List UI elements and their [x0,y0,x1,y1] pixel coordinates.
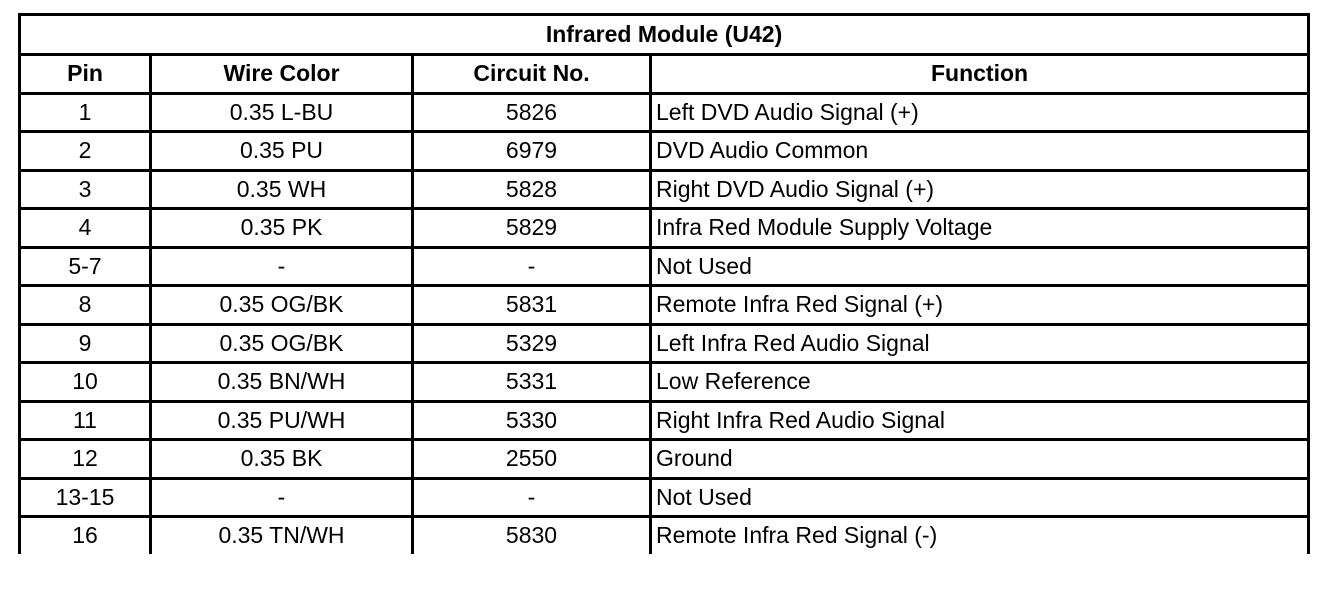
table-row [20,93,1309,132]
wire-color-cell: 0.35 PU/WH [151,401,413,440]
header-pin: Pin [20,55,151,94]
pin-cell: 1 [20,93,151,132]
wire-color-cell: 0.35 BN/WH [151,363,413,402]
table-row [20,247,1309,286]
table-row [20,478,1309,517]
function-cell: Remote Infra Red Signal (-) [651,517,1309,554]
circuit-no-cell: 2550 [413,440,651,479]
wire-color-cell: 0.35 TN/WH [151,517,413,554]
circuit-no-cell: 5829 [413,209,651,248]
wire-color-cell: 0.35 BK [151,440,413,479]
header-function: Function [651,55,1309,94]
pin-cell: 2 [20,132,151,171]
circuit-no-cell: - [413,478,651,517]
table-row [20,401,1309,440]
function-cell: Not Used [651,247,1309,286]
function-cell: Left Infra Red Audio Signal [651,324,1309,363]
circuit-no-cell: 5330 [413,401,651,440]
pin-cell: 12 [20,440,151,479]
wire-color-cell: 0.35 L-BU [151,93,413,132]
function-cell: Low Reference [651,363,1309,402]
pinout-table [18,13,1310,554]
circuit-no-cell: 5830 [413,517,651,554]
function-cell: Right DVD Audio Signal (+) [651,170,1309,209]
table-body [20,93,1309,554]
pin-cell: 3 [20,170,151,209]
table-row [20,517,1309,554]
pin-cell: 10 [20,363,151,402]
circuit-no-cell: 5826 [413,93,651,132]
function-cell: DVD Audio Common [651,132,1309,171]
title-row [20,15,1309,55]
pin-cell: 4 [20,209,151,248]
table-row [20,132,1309,171]
pin-cell: 5-7 [20,247,151,286]
wire-color-cell: - [151,478,413,517]
wire-color-cell: 0.35 PK [151,209,413,248]
wire-color-cell: 0.35 OG/BK [151,324,413,363]
circuit-no-cell: - [413,247,651,286]
function-cell: Ground [651,440,1309,479]
table-title: Infrared Module (U42) [20,15,1309,55]
pin-cell: 16 [20,517,151,554]
wire-color-cell: 0.35 PU [151,132,413,171]
circuit-no-cell: 5828 [413,170,651,209]
function-cell: Infra Red Module Supply Voltage [651,209,1309,248]
pin-cell: 11 [20,401,151,440]
wire-color-cell: 0.35 WH [151,170,413,209]
header-row [20,55,1309,94]
table-row [20,324,1309,363]
table-row [20,440,1309,479]
function-cell: Not Used [651,478,1309,517]
wire-color-cell: 0.35 OG/BK [151,286,413,325]
function-cell: Left DVD Audio Signal (+) [651,93,1309,132]
table-row [20,363,1309,402]
function-cell: Remote Infra Red Signal (+) [651,286,1309,325]
function-cell: Right Infra Red Audio Signal [651,401,1309,440]
circuit-no-cell: 5329 [413,324,651,363]
header-wire-color: Wire Color [151,55,413,94]
table-row [20,170,1309,209]
wire-color-cell: - [151,247,413,286]
table-row [20,286,1309,325]
pin-cell: 13-15 [20,478,151,517]
table-row [20,209,1309,248]
circuit-no-cell: 5831 [413,286,651,325]
circuit-no-cell: 5331 [413,363,651,402]
pin-cell: 9 [20,324,151,363]
header-circuit-no: Circuit No. [413,55,651,94]
circuit-no-cell: 6979 [413,132,651,171]
pin-cell: 8 [20,286,151,325]
